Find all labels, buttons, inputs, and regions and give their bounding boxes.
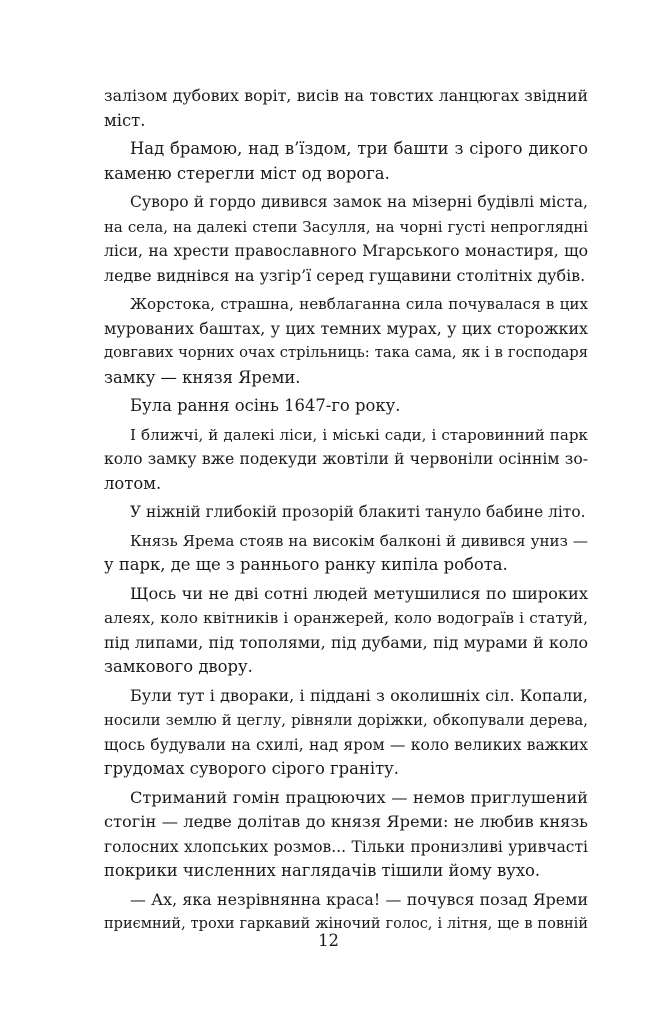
- text-line: Стриманий гомін працюючих — немов приглушений: [130, 787, 588, 807]
- text-line: ледве виднівся на узгір’ї серед гущавини столітніх дубів.: [104, 265, 586, 285]
- text-line: щось будували на схилі, над яром — коло великих важких: [104, 735, 588, 754]
- text-line: — Ах, яка незрівнянна краса! — почувся позад Яреми: [130, 889, 588, 909]
- text-line: замку — князя Яреми.: [104, 367, 301, 387]
- text-line: носили землю й цеглу, рівняли доріжки, обкопували дерева,: [104, 711, 588, 729]
- text-line: каменю стерегли міст од ворога.: [104, 163, 390, 183]
- text-line: Суворо й гордо дивився замок на мізерні будівлі міста,: [130, 193, 588, 211]
- text-line: у парк, де ще з раннього ранку кипіла робота.: [104, 555, 508, 574]
- text-line: довгавих чорних очах стрільниць: така сама, як і в господаря: [104, 344, 588, 361]
- text-line: під липами, під тополями, під дубами, під мурами й коло: [104, 632, 588, 652]
- text-line: І ближчі, й далекі ліси, і міські сади, і старовинний парк: [130, 425, 588, 444]
- text-line: покрики численних наглядачів тішили йому вухо.: [104, 861, 541, 880]
- page-number: 12: [318, 931, 339, 950]
- text-line: ліси, на хрести православного Мгарського монастиря, що: [104, 242, 588, 260]
- page-text-block: [104, 84, 588, 937]
- text-line: коло замку вже подекуди жовтіли й червоніли осіннім зо-: [104, 450, 588, 468]
- text-line: У ніжній глибокій прозорій блакиті тануло бабине літо.: [130, 503, 586, 521]
- text-line: стогін — ледве долітав до князя Яреми: не любив князь: [104, 812, 588, 831]
- text-line: замкового двору.: [104, 657, 253, 676]
- text-line: Була рання осінь 1647-го року.: [130, 396, 401, 415]
- text-line: Щось чи не дві сотні людей метушилися по широких: [130, 583, 588, 603]
- text-line: лотом.: [104, 473, 162, 493]
- text-line: Над брамою, над в’їздом, три башти з сірого дикого: [130, 139, 588, 158]
- text-line: Жорстока, страшна, невблаганна сила почувалася в цих: [130, 295, 588, 313]
- text-line: міст.: [104, 110, 146, 130]
- text-line: грудомах суворого сірого граніту.: [104, 759, 399, 778]
- text-line: алеях, коло квітників і оранжерей, коло водограїв і статуй,: [104, 609, 588, 627]
- text-line: голосних хлопських розмов... Тільки пронизливі уривчасті: [104, 837, 588, 856]
- text-line: Були тут і двораки, і піддані з околишніх сіл. Копали,: [130, 685, 588, 705]
- text-line: приємний, трохи гаркавий жіночий голос, і літня, ще в повній: [104, 916, 588, 932]
- text-line: на села, на далекі степи Засулля, на чорні густі непроглядні: [104, 217, 588, 236]
- text-line: залізом дубових воріт, висів на товстих ланцюгах звідний: [104, 86, 588, 105]
- text-line: Князь Ярема стояв на високім балконі й дивився униз —: [130, 531, 588, 550]
- text-line: мурованих баштах, у цих темних мурах, у цих сторожких: [104, 318, 588, 338]
